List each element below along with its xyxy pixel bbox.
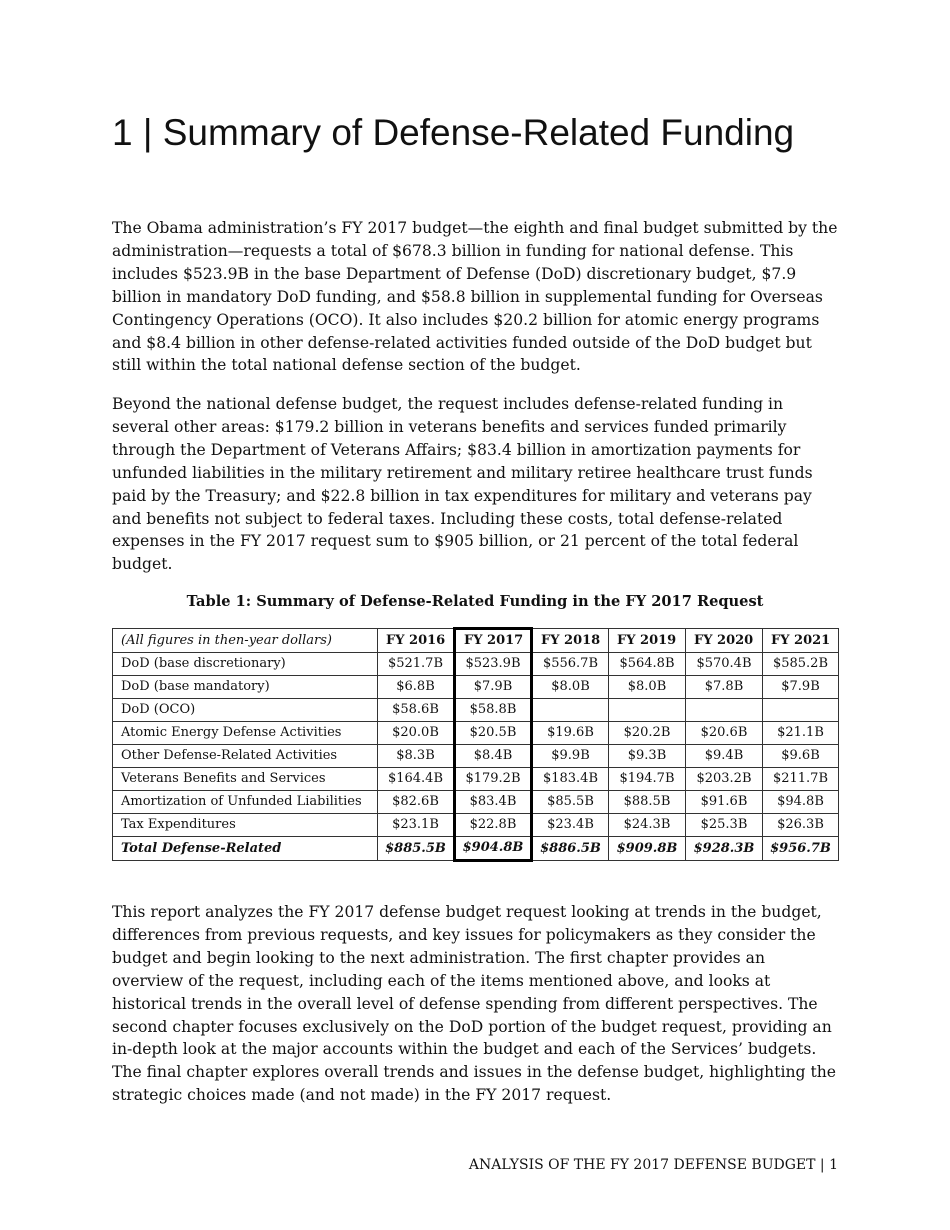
table-cell: $58.6B [378, 699, 455, 722]
total-cell: $904.8B [455, 837, 532, 861]
table-cell: $9.6B [763, 745, 839, 768]
table-cell: $6.8B [378, 676, 455, 699]
column-header: FY 2019 [609, 629, 686, 653]
table-cell: $88.5B [609, 791, 686, 814]
table-cell: $94.8B [763, 791, 839, 814]
table-row [113, 745, 839, 768]
table-cell: $570.4B [686, 653, 763, 676]
page-number: 1 [829, 1157, 838, 1173]
table-cell: $556.7B [532, 653, 609, 676]
table-cell: $23.1B [378, 814, 455, 837]
table-cell: $8.4B [455, 745, 532, 768]
total-cell: $909.8B [609, 837, 686, 861]
row-label: Atomic Energy Defense Activities [113, 722, 378, 745]
column-header: FY 2018 [532, 629, 609, 653]
table-cell: $564.8B [609, 653, 686, 676]
table-cell [609, 699, 686, 722]
table-cell: $26.3B [763, 814, 839, 837]
table-cell: $8.0B [609, 676, 686, 699]
footer-separator: | [819, 1157, 825, 1173]
table-cell: $7.9B [455, 676, 532, 699]
column-header: FY 2021 [763, 629, 839, 653]
table-cell: $20.6B [686, 722, 763, 745]
defense-related-paragraph: Beyond the national defense budget, the request includes defense-related funding in several other areas: $179.2 billion in veterans benefits and services funded primarily through the Department of Veterans Affairs; $83.4 billion in amortization payments for unfunded liabilities in the military retirement and military retiree healthcare trust funds paid by the Treasury; and $22.8 billion in tax expenditures for military and veterans pay and benefits not subject to federal taxes. Including these costs, total defense-related expenses in the FY 2017 request sum to $905 billion, or 21 percent of the total federal budget. [112, 395, 813, 574]
table-cell: $194.7B [609, 768, 686, 791]
column-header: FY 2016 [378, 629, 455, 653]
table-cell: $8.3B [378, 745, 455, 768]
table-row [113, 699, 839, 722]
table-cell: $523.9B [455, 653, 532, 676]
table-cell: $7.8B [686, 676, 763, 699]
table-row [113, 814, 839, 837]
table-cell: $25.3B [686, 814, 763, 837]
table-cell: $91.6B [686, 791, 763, 814]
total-cell: $956.7B [763, 837, 839, 861]
table-row [113, 768, 839, 791]
row-label: DoD (base mandatory) [113, 676, 378, 699]
report-overview-paragraph: This report analyzes the FY 2017 defense budget request looking at trends in the budget, differences from previous requests, and key issues for policymakers as they consider the budget and begin looking to the next administration. The first chapter provides an overview of the request, including each of the items mentioned above, and looks at historical trends in the overall level of defense spending from different perspectives. The second chapter focuses exclusively on the DoD portion of the budget request, providing an in-depth look at the major accounts within the budget and each of the Services’ budgets. The final chapter explores overall trends and issues in the defense budget, highlighting the strategic choices made (and not made) in the FY 2017 request. [112, 903, 836, 1105]
table-row [113, 676, 839, 699]
table-row [113, 722, 839, 745]
row-label: Tax Expenditures [113, 814, 378, 837]
total-cell: $886.5B [532, 837, 609, 861]
table-cell: $83.4B [455, 791, 532, 814]
column-header: FY 2020 [686, 629, 763, 653]
table-cell: $58.8B [455, 699, 532, 722]
page-footer [469, 1155, 838, 1175]
table-total-row [113, 837, 839, 861]
row-label: DoD (base discretionary) [113, 653, 378, 676]
column-header: FY 2017 [455, 629, 532, 653]
table-cell: $211.7B [763, 768, 839, 791]
total-cell: $928.3B [686, 837, 763, 861]
table-cell: $7.9B [763, 676, 839, 699]
table-cell [686, 699, 763, 722]
total-cell: $885.5B [378, 837, 455, 861]
table-cell: $179.2B [455, 768, 532, 791]
table-cell [763, 699, 839, 722]
table-cell: $8.0B [532, 676, 609, 699]
table-cell: $20.0B [378, 722, 455, 745]
table-cell: $9.3B [609, 745, 686, 768]
table-cell: $20.5B [455, 722, 532, 745]
funding-summary-table [112, 627, 839, 862]
table-cell: $21.1B [763, 722, 839, 745]
row-label: Veterans Benefits and Services [113, 768, 378, 791]
chapter-title: 1 | Summary of Defense-Related Funding [112, 112, 795, 153]
table-cell: $521.7B [378, 653, 455, 676]
table-header-row [113, 629, 839, 653]
table-row [113, 791, 839, 814]
table-cell: $22.8B [455, 814, 532, 837]
table-cell: $24.3B [609, 814, 686, 837]
table-cell [532, 699, 609, 722]
table-cell: $23.4B [532, 814, 609, 837]
row-label: Amortization of Unfunded Liabilities [113, 791, 378, 814]
table-cell: $85.5B [532, 791, 609, 814]
table-cell: $164.4B [378, 768, 455, 791]
table-caption: Table 1: Summary of Defense-Related Funding in the FY 2017 Request [186, 593, 764, 610]
table-cell: $82.6B [378, 791, 455, 814]
table-cell: $19.6B [532, 722, 609, 745]
table-cell: $203.2B [686, 768, 763, 791]
running-title: ANALYSIS OF THE FY 2017 DEFENSE BUDGET [468, 1157, 816, 1173]
total-label: Total Defense-Related [113, 837, 378, 861]
table-row [113, 653, 839, 676]
table-cell: $9.4B [686, 745, 763, 768]
row-label: DoD (OCO) [113, 699, 378, 722]
table-units-note: (All figures in then-year dollars) [113, 629, 378, 653]
intro-paragraph: The Obama administration’s FY 2017 budget—the eighth and final budget submitted by the administration—requests a total of $678.3 billion in funding for national defense. This includes $523.9B in the base Department of Defense (DoD) discretionary budget, $7.9 billion in mandatory DoD funding, and $58.8 billion in supplemental funding for Overseas Contingency Operations (OCO). It also includes $20.2 billion for atomic energy programs and $8.4 billion in other defense-related activities funded outside of the DoD budget but still within the total national defense section of the budget. [112, 219, 838, 375]
table-cell: $20.2B [609, 722, 686, 745]
table-cell: $183.4B [532, 768, 609, 791]
table-cell: $9.9B [532, 745, 609, 768]
row-label: Other Defense-Related Activities [113, 745, 378, 768]
table-cell: $585.2B [763, 653, 839, 676]
